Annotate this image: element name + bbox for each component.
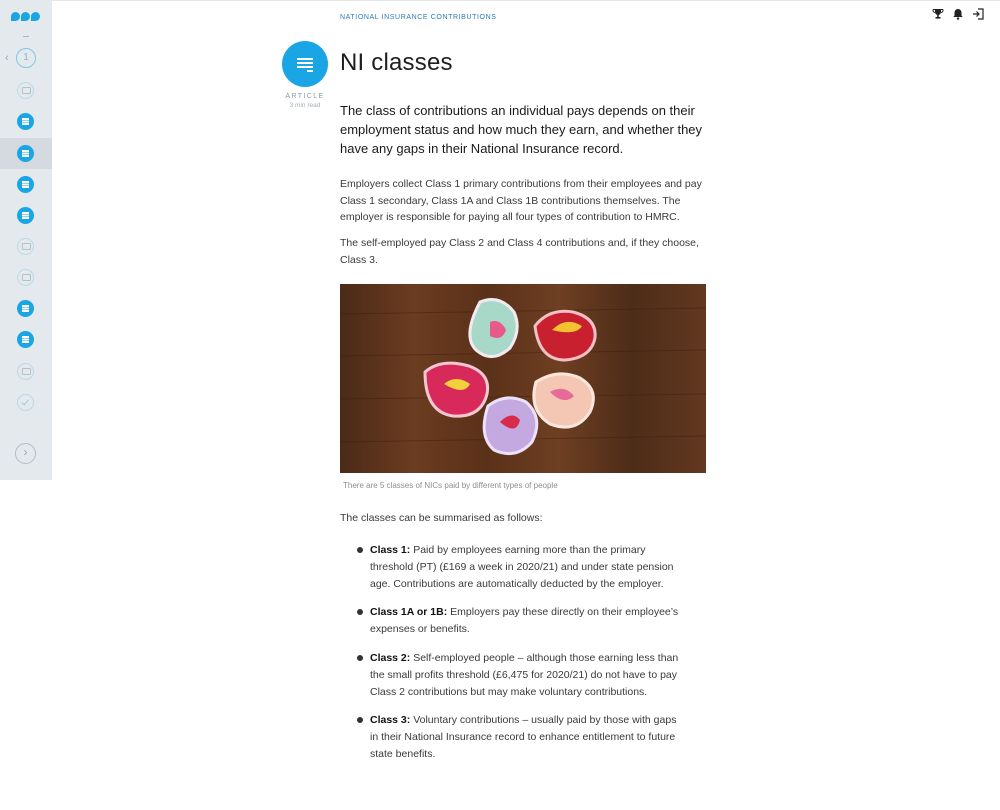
- page-title: NI classes: [340, 49, 453, 76]
- sidebar: [0, 0, 52, 480]
- image-caption: There are 5 classes of NICs paid by different types of people: [343, 481, 558, 490]
- list-item: [340, 712, 680, 762]
- list-item-label: Class 1A or 1B:: [370, 606, 448, 619]
- header-actions: [932, 8, 984, 20]
- list-item-label: Class 2:: [370, 651, 411, 664]
- sidebar-separator: [23, 36, 29, 37]
- interactive-icon: [17, 238, 34, 255]
- article-paragraph: The classes can be summarised as follows:: [340, 512, 543, 524]
- article-icon: [17, 207, 34, 224]
- article-icon: [17, 300, 34, 317]
- article-lead: The class of contributions an individual pays depends on their employment status and how much they earn, and whether they have any gaps in their National Insurance record.: [340, 103, 703, 156]
- article-paragraph: Employers collect Class 1 primary contributions from their employees and pay Class 1 secondary, Class 1A and Class 1B contributions themselves. The employer is responsible for paying all four types of contribution to HMRC.: [340, 178, 702, 223]
- breadcrumb[interactable]: NATIONAL INSURANCE CONTRIBUTIONS: [340, 14, 497, 21]
- read-time: 3 min read: [289, 102, 321, 109]
- bell-icon[interactable]: [952, 8, 964, 20]
- sidebar-item-article[interactable]: [0, 200, 52, 231]
- sidebar-item-article[interactable]: [0, 324, 52, 355]
- top-divider: [0, 0, 1000, 1]
- chevron-left-icon[interactable]: ‹: [5, 52, 9, 64]
- list-item: [340, 650, 680, 700]
- sidebar-item-interactive[interactable]: [0, 231, 52, 262]
- sidebar-item-interactive[interactable]: [0, 75, 52, 106]
- interactive-icon: [17, 269, 34, 286]
- classes-list: [340, 542, 680, 775]
- article-icon: [17, 145, 34, 162]
- list-item-text: Voluntary contributions – usually paid by those with gaps in their National Insurance record to enhance entitlement to future state benefits.: [370, 714, 677, 760]
- sidebar-item-article-active[interactable]: [0, 138, 52, 169]
- trophy-icon[interactable]: [932, 8, 944, 20]
- interactive-icon: [17, 363, 34, 380]
- list-item-text: Paid by employees earning more than the primary threshold (PT) (£169 a week in 2020/21) and under state pension age. Contributions are automatically deducted by the employer.: [370, 544, 674, 590]
- article-icon: [282, 41, 328, 87]
- list-item: [340, 604, 680, 638]
- sidebar-item-article[interactable]: [0, 106, 52, 137]
- next-button[interactable]: [15, 443, 36, 464]
- article-icon: [17, 113, 34, 130]
- list-item: [340, 542, 680, 592]
- sidebar-item-article[interactable]: [0, 293, 52, 324]
- logout-icon[interactable]: [972, 8, 984, 20]
- sidebar-item-interactive[interactable]: [0, 356, 52, 387]
- article-paragraph: The self-employed pay Class 2 and Class 4 contributions and, if they choose, Class 3.: [340, 237, 699, 266]
- sidebar-item-quiz[interactable]: [0, 387, 52, 418]
- chevron-right-icon: ›: [23, 445, 28, 459]
- sidebar-step-current[interactable]: 1: [16, 48, 36, 68]
- article-icon: [17, 331, 34, 348]
- list-item-label: Class 1:: [370, 544, 411, 556]
- interactive-icon: [17, 82, 34, 99]
- list-item-text: Employers pay these directly on their employee’s expenses or benefits.: [370, 606, 679, 636]
- list-item-label: Class 3:: [370, 714, 411, 727]
- article-icon: [17, 176, 34, 193]
- article-image: [340, 284, 706, 473]
- content-type-label: ARTICLE: [285, 93, 325, 100]
- logo[interactable]: [11, 12, 41, 22]
- list-item-text: Self-employed people – although those earning less than the small profits threshold (£6,475 for 2020/21) do not have to pay Class 2 contributions but may make voluntary contributions.: [370, 651, 679, 698]
- sidebar-item-article[interactable]: [0, 169, 52, 200]
- sidebar-item-interactive[interactable]: [0, 262, 52, 293]
- check-icon: [17, 394, 34, 411]
